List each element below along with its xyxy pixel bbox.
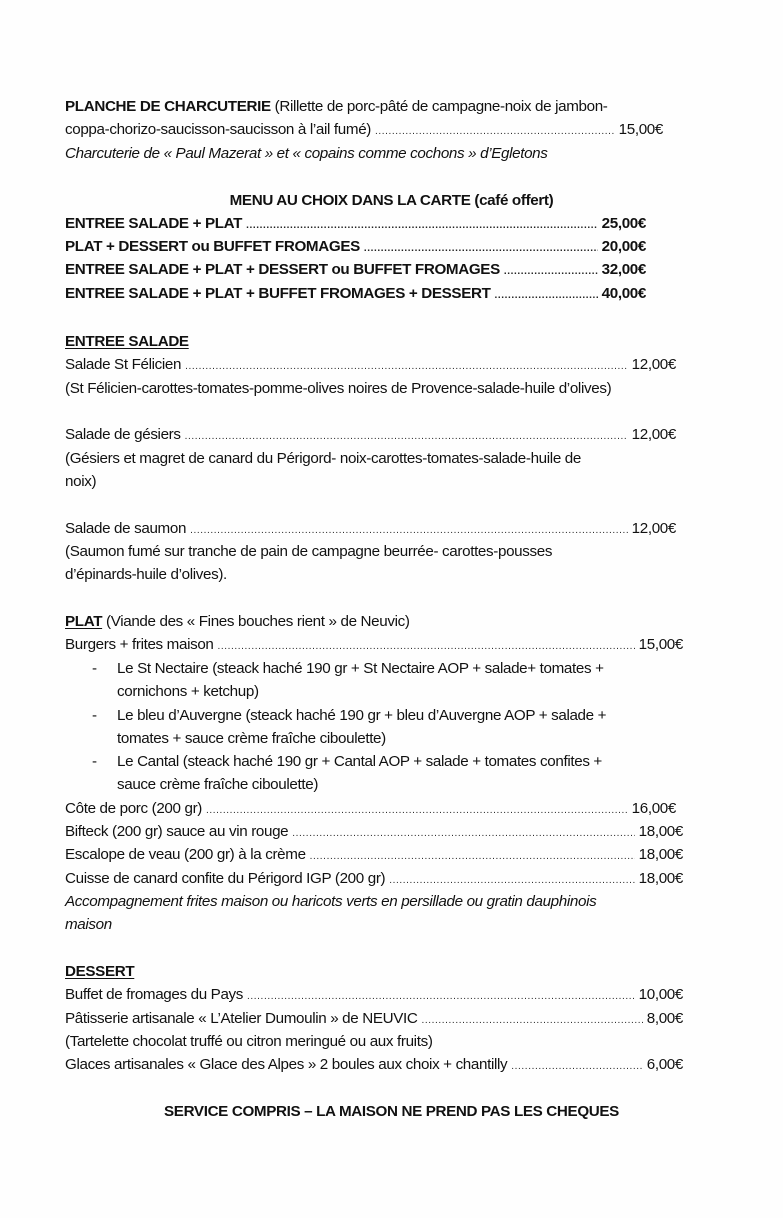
dish-price: 8,00€ [646,1010,683,1027]
plat-note: maison [65,916,112,933]
charcuterie-line-1 [65,97,608,117]
dish-price: 10,00€ [638,986,683,1003]
dot-leader [495,286,598,306]
plat-section-title: PLAT [65,613,103,630]
dish-desc: (Saumon fumé sur tranche de pain de campagne beurrée- carottes-pousses [65,543,553,560]
burger-option: Le St Nectaire (steack haché 190 gr + St Nectaire AOP + salade+ tomates + [117,660,604,677]
dot-leader [389,871,634,891]
dish-label: Côte de porc (200 gr) [65,800,203,817]
plat-subtitle: (Viande des « Fines bouches rient » de Neuvic) [102,613,410,630]
menu-label: ENTREE SALADE + PLAT [65,215,243,232]
dish-price: 18,00€ [638,870,683,887]
dish-desc: (Tartelette chocolat truffé ou citron meringué ou aux fruits) [65,1033,433,1050]
bullet-dash: - [92,753,98,770]
menu-price: 25,00€ [601,215,646,232]
plat-row [65,799,676,819]
dish-price: 18,00€ [638,823,683,840]
footer-note: SERVICE COMPRIS – LA MAISON NE PREND PAS LES CHEQUES [164,1103,619,1120]
charcuterie-note: Charcuterie de « Paul Mazerat » et « copains comme cochons » d’Egletons [65,145,548,162]
dish-desc: d’épinards-huile d’olives). [65,566,227,583]
dot-leader [246,216,598,236]
dish-label: Salade de saumon [65,520,187,537]
dot-leader [218,637,635,657]
dot-leader [190,521,628,541]
burger-option: Le bleu d’Auvergne (steack haché 190 gr + bleu d’Auvergne AOP + salade + [117,707,607,724]
menu-label: ENTREE SALADE + PLAT + BUFFET FROMAGES + DESSERT [65,285,491,302]
dessert-row [65,1055,683,1075]
menu-section-title: MENU AU CHOIX DANS LA CARTE (café offert) [229,192,554,209]
dish-price: 15,00€ [638,636,683,653]
bullet-dash: - [92,707,98,724]
plat-row [65,822,683,842]
bullet-dash: - [92,660,98,677]
menu-row [65,214,646,234]
dish-label: Glaces artisanales « Glace des Alpes » 2 boules aux choix + chantilly [65,1056,508,1073]
plat-header [65,612,410,632]
burger-option: sauce crème fraîche ciboulette) [117,776,319,793]
dessert-section-title: DESSERT [65,963,135,980]
dish-label: Buffet de fromages du Pays [65,986,244,1003]
charcuterie-desc-cont: coppa-chorizo-saucisson-saucisson à l’ail fumé) [65,121,372,138]
dot-leader [292,824,634,844]
dot-leader [511,1057,642,1077]
dish-price: 12,00€ [631,426,676,443]
menu-price: 20,00€ [601,238,646,255]
plat-row [65,845,683,865]
plat-row [65,635,683,655]
dish-price: 12,00€ [631,356,676,373]
dish-label: Bifteck (200 gr) sauce au vin rouge [65,823,289,840]
entree-row [65,355,676,375]
burger-option: Le Cantal (steack haché 190 gr + Cantal AOP + salade + tomates confites + [117,753,602,770]
dot-leader [310,847,635,867]
charcuterie-desc: (Rillette de porc-pâté de campagne-noix de jambon- [270,98,608,115]
dot-leader [375,122,615,142]
burger-option: tomates + sauce crème fraîche ciboulette) [117,730,386,747]
dish-price: 12,00€ [631,520,676,537]
dish-desc: noix) [65,473,97,490]
dot-leader [364,239,598,259]
dish-label: Pâtisserie artisanale « L’Atelier Dumoulin » de NEUVIC [65,1010,418,1027]
dot-leader [185,427,628,447]
menu-price: 32,00€ [601,261,646,278]
menu-row [65,237,646,257]
plat-row [65,869,683,889]
menu-price: 40,00€ [601,285,646,302]
dish-desc: (Gésiers et magret de canard du Périgord- noix-carottes-tomates-salade-huile de [65,450,581,467]
dish-label: Burgers + frites maison [65,636,214,653]
dish-desc: (St Félicien-carottes-tomates-pomme-olives noires de Provence-salade-huile d’olives) [65,380,612,397]
dot-leader [504,262,598,282]
dish-price: 6,00€ [646,1056,683,1073]
dish-price: 16,00€ [631,800,676,817]
charcuterie-title: PLANCHE DE CHARCUTERIE [65,98,271,115]
entree-row [65,519,676,539]
menu-row [65,284,646,304]
dish-label: Escalope de veau (200 gr) à la crème [65,846,306,863]
dish-label: Salade St Félicien [65,356,182,373]
dish-label: Cuisse de canard confite du Périgord IGP (200 gr) [65,870,386,887]
entree-row [65,425,676,445]
menu-row [65,260,646,280]
menu-label: PLAT + DESSERT ou BUFFET FROMAGES [65,238,360,255]
dot-leader [422,1011,643,1031]
charcuterie-price: 15,00€ [618,121,663,138]
plat-note: Accompagnement frites maison ou haricots verts en persillade ou gratin dauphinois [65,893,597,910]
burger-option: cornichons + ketchup) [117,683,259,700]
dot-leader [185,357,628,377]
menu-label: ENTREE SALADE + PLAT + DESSERT ou BUFFET FROMAGES [65,261,500,278]
dish-label: Salade de gésiers [65,426,181,443]
dessert-row [65,985,683,1005]
dot-leader [206,801,628,821]
dot-leader [247,987,635,1007]
entree-section-title: ENTREE SALADE [65,333,189,350]
dessert-row [65,1009,683,1029]
dish-price: 18,00€ [638,846,683,863]
charcuterie-price-line [65,120,663,140]
